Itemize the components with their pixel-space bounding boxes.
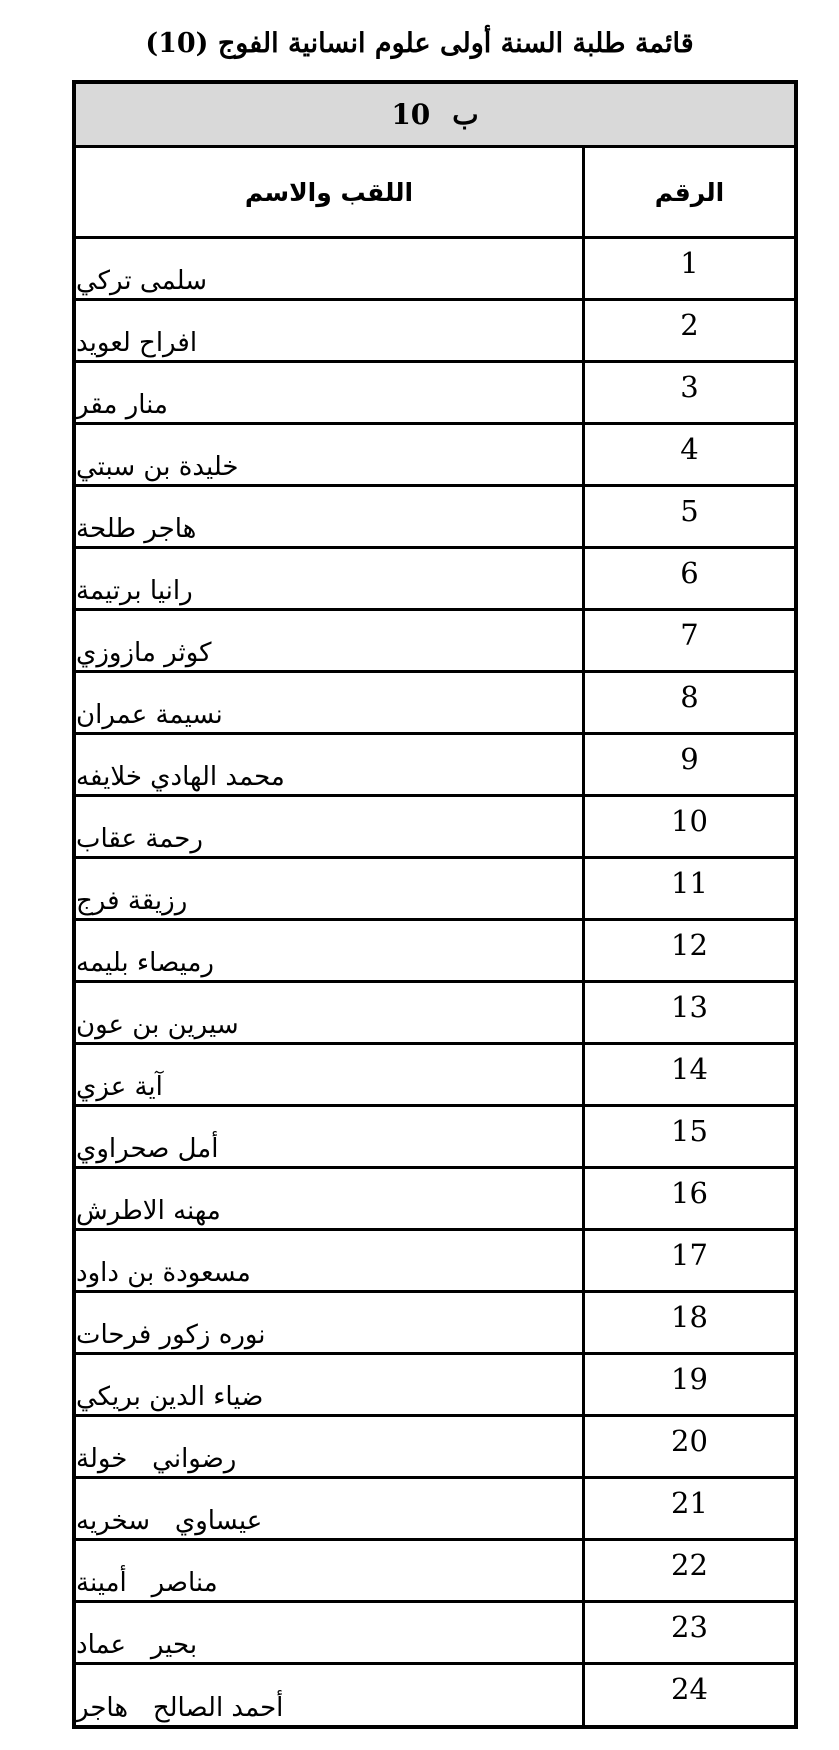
student-name: نوره زكور فرحات [76, 1293, 585, 1352]
table-row [76, 1293, 794, 1355]
table-row [76, 549, 794, 611]
student-name: أحمد الصالح هاجر [76, 1665, 585, 1725]
student-number: 4 [680, 431, 699, 466]
table-row [76, 301, 794, 363]
student-number: 3 [680, 369, 699, 404]
table-row [76, 735, 794, 797]
student-number: 17 [671, 1237, 708, 1272]
table-row [76, 425, 794, 487]
student-number: 14 [671, 1051, 708, 1086]
student-name: مناصر أمينة [76, 1541, 585, 1600]
student-name: منار مقر [76, 363, 585, 422]
column-header-name: اللقب والاسم [76, 148, 585, 236]
student-name: عيساوي سخريه [76, 1479, 585, 1538]
student-name: محمد الهادي خلايفه [76, 735, 585, 794]
table-row [76, 1417, 794, 1479]
student-number: 11 [671, 865, 708, 900]
student-name: رميصاء بليمه [76, 921, 585, 980]
student-number: 7 [680, 617, 699, 652]
student-number: 24 [671, 1672, 708, 1706]
table-row [76, 859, 794, 921]
table-row [76, 1045, 794, 1107]
student-name: سيرين بن عون [76, 983, 585, 1042]
student-number: 6 [680, 555, 699, 590]
student-number: 8 [680, 679, 699, 714]
student-number: 22 [671, 1547, 708, 1582]
table-row [76, 1231, 794, 1293]
student-name: بحير عماد [76, 1603, 585, 1662]
column-header-row [76, 148, 794, 239]
page-title: قائمة طلبة السنة أولى علوم انسانية الفوج (10) [145, 28, 694, 59]
group-letter: ب [452, 98, 479, 131]
student-number: 10 [671, 803, 708, 838]
student-name: رزيقة فرج [76, 859, 585, 918]
student-number: 1 [680, 245, 699, 280]
table-row [76, 921, 794, 983]
student-name: رانيا برتيمة [76, 549, 585, 608]
student-number: 12 [671, 927, 708, 962]
student-number: 13 [671, 989, 708, 1024]
student-name: نسيمة عمران [76, 673, 585, 732]
table-row [76, 1107, 794, 1169]
student-name: خليدة بن سبتي [76, 425, 585, 484]
table-row [76, 611, 794, 673]
table-row [76, 797, 794, 859]
student-name: رحمة عقاب [76, 797, 585, 856]
table-row [76, 1169, 794, 1231]
student-name: هاجر طلحة [76, 487, 585, 546]
table-row [76, 1603, 794, 1665]
student-number: 21 [671, 1485, 708, 1520]
student-name: كوثر مازوزي [76, 611, 585, 670]
table-row [76, 673, 794, 735]
student-name: افراح لعويد [76, 301, 585, 360]
table-row [76, 983, 794, 1045]
table-row [76, 363, 794, 425]
group-number: 10 [391, 98, 431, 131]
student-name: سلمى تركي [76, 239, 585, 298]
student-name: ضياء الدين بريكي [76, 1355, 585, 1414]
student-number: 20 [671, 1423, 708, 1458]
table-row [76, 1665, 794, 1725]
student-number: 16 [671, 1175, 708, 1210]
student-name: آية عزي [76, 1045, 585, 1104]
student-number: 19 [671, 1361, 708, 1396]
group-header [76, 84, 794, 148]
student-number: 2 [680, 307, 699, 342]
student-number: 9 [680, 741, 699, 776]
table-row [76, 487, 794, 549]
student-name: مسعودة بن داود [76, 1231, 585, 1290]
table-row [76, 1541, 794, 1603]
column-header-number: الرقم [654, 177, 725, 207]
student-number: 23 [671, 1609, 708, 1644]
student-number: 18 [671, 1299, 708, 1334]
student-rows [76, 239, 794, 1725]
student-number: 5 [680, 493, 699, 528]
student-number: 15 [671, 1113, 708, 1148]
student-roster-table [72, 80, 798, 1729]
table-row [76, 1479, 794, 1541]
table-row [76, 239, 794, 301]
student-name: أمل صحراوي [76, 1107, 585, 1166]
table-row [76, 1355, 794, 1417]
student-name: مهنه الاطرش [76, 1169, 585, 1228]
student-name: رضواني خولة [76, 1417, 585, 1476]
